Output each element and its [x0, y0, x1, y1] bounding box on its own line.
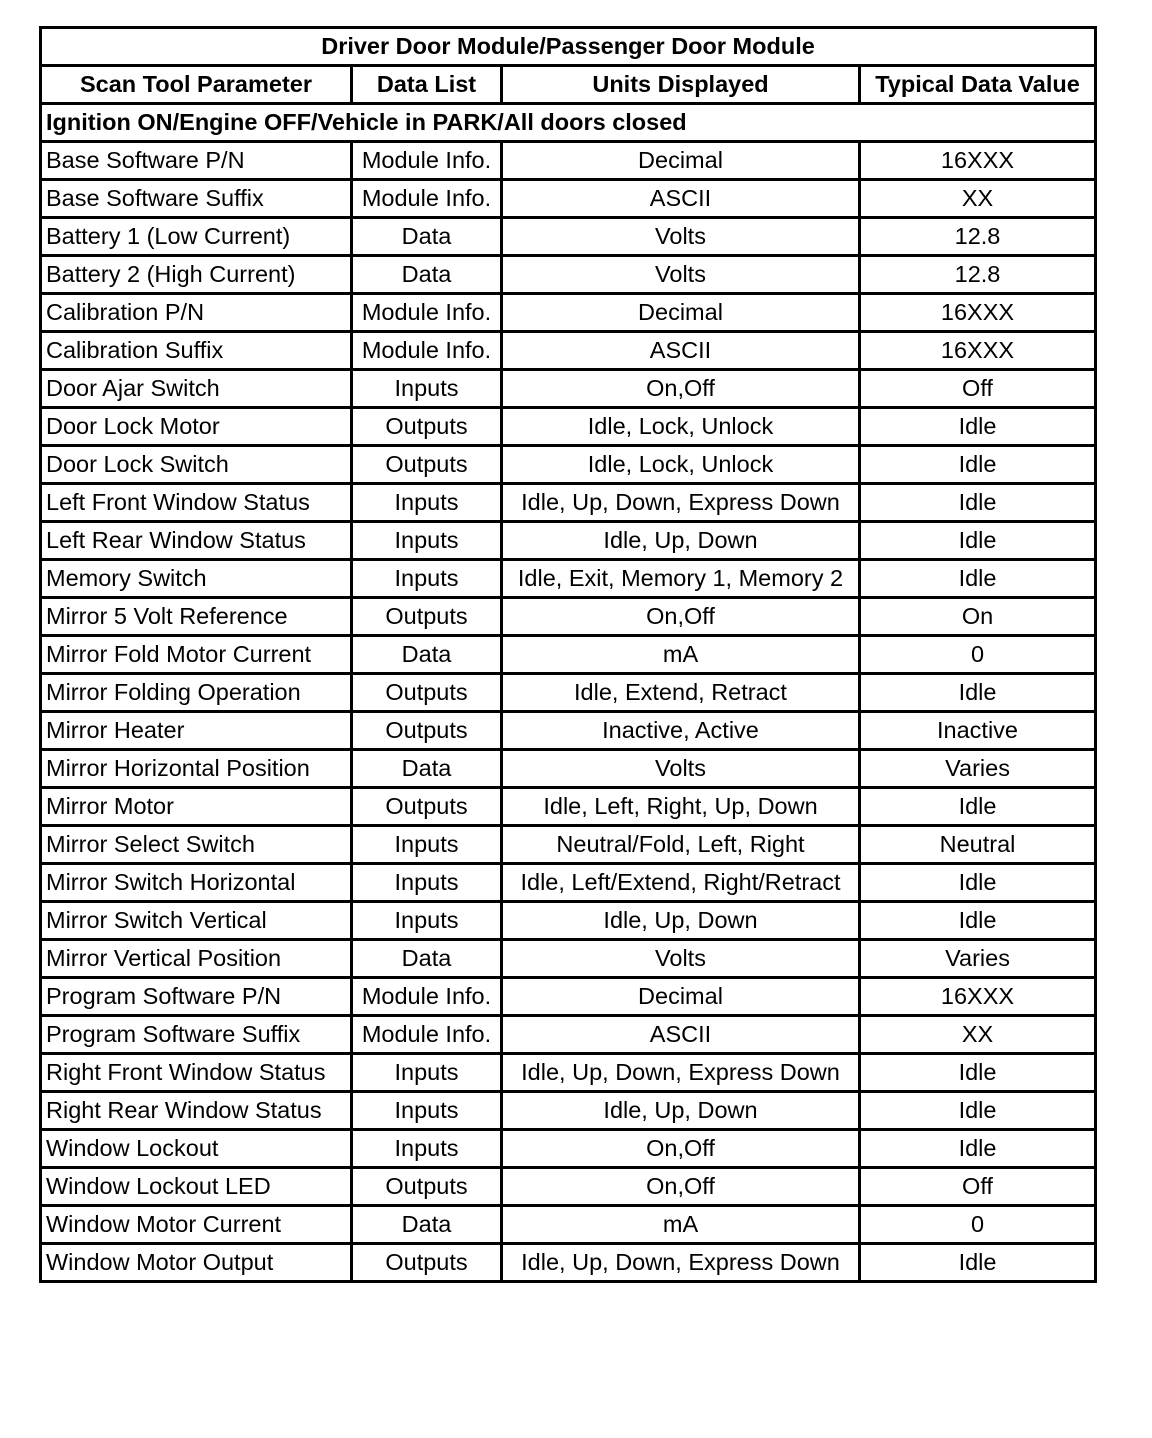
- table-row: [41, 674, 1096, 712]
- units-cell: Decimal: [502, 294, 860, 332]
- data-list-cell: Data: [352, 940, 502, 978]
- units-cell: mA: [502, 636, 860, 674]
- table-row: [41, 864, 1096, 902]
- data-list-cell: Inputs: [352, 1054, 502, 1092]
- table-row: [41, 294, 1096, 332]
- units-cell: On,Off: [502, 1168, 860, 1206]
- parameter-cell: Mirror Select Switch: [41, 826, 352, 864]
- typical-value-cell: Inactive: [860, 712, 1096, 750]
- table-row: [41, 446, 1096, 484]
- parameter-cell: Mirror Horizontal Position: [41, 750, 352, 788]
- units-cell: Idle, Up, Down, Express Down: [502, 484, 860, 522]
- units-cell: Inactive, Active: [502, 712, 860, 750]
- parameter-cell: Door Lock Switch: [41, 446, 352, 484]
- parameter-cell: Mirror Switch Horizontal: [41, 864, 352, 902]
- typical-value-cell: Idle: [860, 484, 1096, 522]
- table-row: [41, 902, 1096, 940]
- typical-value-cell: Idle: [860, 902, 1096, 940]
- data-list-cell: Data: [352, 218, 502, 256]
- parameter-cell: Left Rear Window Status: [41, 522, 352, 560]
- table-row: [41, 788, 1096, 826]
- data-list-cell: Outputs: [352, 1244, 502, 1282]
- units-cell: mA: [502, 1206, 860, 1244]
- data-list-cell: Inputs: [352, 1092, 502, 1130]
- parameter-cell: Window Lockout LED: [41, 1168, 352, 1206]
- typical-value-cell: 0: [860, 636, 1096, 674]
- typical-value-cell: Idle: [860, 864, 1096, 902]
- parameter-cell: Mirror Heater: [41, 712, 352, 750]
- table-row: [41, 180, 1096, 218]
- units-cell: Decimal: [502, 142, 860, 180]
- typical-value-cell: Neutral: [860, 826, 1096, 864]
- units-cell: Volts: [502, 256, 860, 294]
- data-list-cell: Module Info.: [352, 294, 502, 332]
- units-cell: Idle, Up, Down, Express Down: [502, 1054, 860, 1092]
- parameter-cell: Door Lock Motor: [41, 408, 352, 446]
- data-list-cell: Module Info.: [352, 1016, 502, 1054]
- parameter-cell: Battery 2 (High Current): [41, 256, 352, 294]
- table-row: [41, 256, 1096, 294]
- parameter-cell: Mirror 5 Volt Reference: [41, 598, 352, 636]
- parameter-cell: Program Software P/N: [41, 978, 352, 1016]
- typical-value-cell: On: [860, 598, 1096, 636]
- typical-value-cell: Off: [860, 370, 1096, 408]
- column-header-scan-tool-parameter: Scan Tool Parameter: [41, 66, 352, 104]
- units-cell: Neutral/Fold, Left, Right: [502, 826, 860, 864]
- units-cell: Volts: [502, 940, 860, 978]
- section-heading: Ignition ON/Engine OFF/Vehicle in PARK/All doors closed: [41, 104, 1096, 142]
- units-cell: On,Off: [502, 1130, 860, 1168]
- data-list-cell: Outputs: [352, 408, 502, 446]
- typical-value-cell: Idle: [860, 560, 1096, 598]
- units-cell: Idle, Extend, Retract: [502, 674, 860, 712]
- data-list-cell: Inputs: [352, 826, 502, 864]
- units-cell: Idle, Up, Down: [502, 522, 860, 560]
- table-row: [41, 1244, 1096, 1282]
- table-title: Driver Door Module/Passenger Door Module: [41, 28, 1096, 66]
- units-cell: Volts: [502, 750, 860, 788]
- data-list-cell: Inputs: [352, 370, 502, 408]
- typical-value-cell: 12.8: [860, 218, 1096, 256]
- parameter-cell: Mirror Fold Motor Current: [41, 636, 352, 674]
- typical-value-cell: 16XXX: [860, 142, 1096, 180]
- table-row: [41, 142, 1096, 180]
- table-row: [41, 408, 1096, 446]
- typical-value-cell: 16XXX: [860, 978, 1096, 1016]
- table-row: [41, 1054, 1096, 1092]
- table-row: [41, 712, 1096, 750]
- scan-tool-data-table: [39, 26, 1097, 1283]
- parameter-cell: Memory Switch: [41, 560, 352, 598]
- typical-value-cell: 12.8: [860, 256, 1096, 294]
- units-cell: Idle, Lock, Unlock: [502, 408, 860, 446]
- parameter-cell: Calibration Suffix: [41, 332, 352, 370]
- units-cell: Idle, Lock, Unlock: [502, 446, 860, 484]
- data-list-cell: Data: [352, 1206, 502, 1244]
- parameter-cell: Window Lockout: [41, 1130, 352, 1168]
- units-cell: Decimal: [502, 978, 860, 1016]
- table-row: [41, 522, 1096, 560]
- table-row: [41, 332, 1096, 370]
- units-cell: Idle, Up, Down: [502, 1092, 860, 1130]
- units-cell: Idle, Up, Down, Express Down: [502, 1244, 860, 1282]
- parameter-cell: Base Software P/N: [41, 142, 352, 180]
- typical-value-cell: Idle: [860, 408, 1096, 446]
- column-header-typical-data-value: Typical Data Value: [860, 66, 1096, 104]
- units-cell: On,Off: [502, 370, 860, 408]
- typical-value-cell: Idle: [860, 1092, 1096, 1130]
- units-cell: Idle, Up, Down: [502, 902, 860, 940]
- table-row: [41, 1092, 1096, 1130]
- data-list-cell: Inputs: [352, 1130, 502, 1168]
- header-row: [41, 66, 1096, 104]
- parameter-cell: Mirror Vertical Position: [41, 940, 352, 978]
- data-list-cell: Outputs: [352, 598, 502, 636]
- table-row: [41, 826, 1096, 864]
- data-list-cell: Module Info.: [352, 180, 502, 218]
- parameter-cell: Program Software Suffix: [41, 1016, 352, 1054]
- table-row: [41, 1168, 1096, 1206]
- data-list-cell: Module Info.: [352, 142, 502, 180]
- units-cell: Idle, Exit, Memory 1, Memory 2: [502, 560, 860, 598]
- parameter-cell: Right Rear Window Status: [41, 1092, 352, 1130]
- units-cell: On,Off: [502, 598, 860, 636]
- data-list-cell: Outputs: [352, 1168, 502, 1206]
- data-list-cell: Inputs: [352, 484, 502, 522]
- typical-value-cell: Idle: [860, 674, 1096, 712]
- parameter-cell: Right Front Window Status: [41, 1054, 352, 1092]
- typical-value-cell: Idle: [860, 1244, 1096, 1282]
- column-header-data-list: Data List: [352, 66, 502, 104]
- typical-value-cell: Idle: [860, 788, 1096, 826]
- title-row: [41, 28, 1096, 66]
- parameter-cell: Window Motor Current: [41, 1206, 352, 1244]
- table-row: [41, 560, 1096, 598]
- units-cell: ASCII: [502, 1016, 860, 1054]
- parameter-cell: Base Software Suffix: [41, 180, 352, 218]
- typical-value-cell: Idle: [860, 1054, 1096, 1092]
- data-list-cell: Data: [352, 636, 502, 674]
- table-row: [41, 1206, 1096, 1244]
- parameter-cell: Mirror Switch Vertical: [41, 902, 352, 940]
- typical-value-cell: Idle: [860, 522, 1096, 560]
- units-cell: Idle, Left, Right, Up, Down: [502, 788, 860, 826]
- table-row: [41, 750, 1096, 788]
- data-list-cell: Data: [352, 256, 502, 294]
- data-list-cell: Inputs: [352, 902, 502, 940]
- typical-value-cell: 16XXX: [860, 294, 1096, 332]
- parameter-cell: Left Front Window Status: [41, 484, 352, 522]
- table-row: [41, 598, 1096, 636]
- data-list-cell: Outputs: [352, 712, 502, 750]
- typical-value-cell: XX: [860, 1016, 1096, 1054]
- typical-value-cell: Varies: [860, 940, 1096, 978]
- parameter-cell: Mirror Folding Operation: [41, 674, 352, 712]
- parameter-cell: Calibration P/N: [41, 294, 352, 332]
- parameter-cell: Battery 1 (Low Current): [41, 218, 352, 256]
- data-list-cell: Outputs: [352, 674, 502, 712]
- column-header-units-displayed: Units Displayed: [502, 66, 860, 104]
- units-cell: ASCII: [502, 332, 860, 370]
- parameter-cell: Door Ajar Switch: [41, 370, 352, 408]
- table-row: [41, 370, 1096, 408]
- table-row: [41, 636, 1096, 674]
- data-list-cell: Outputs: [352, 446, 502, 484]
- typical-value-cell: XX: [860, 180, 1096, 218]
- units-cell: Volts: [502, 218, 860, 256]
- table-row: [41, 218, 1096, 256]
- data-list-cell: Outputs: [352, 788, 502, 826]
- typical-value-cell: Idle: [860, 1130, 1096, 1168]
- section-row: [41, 104, 1096, 142]
- data-list-cell: Module Info.: [352, 332, 502, 370]
- typical-value-cell: Idle: [860, 446, 1096, 484]
- data-list-cell: Inputs: [352, 560, 502, 598]
- table-row: [41, 978, 1096, 1016]
- parameter-cell: Window Motor Output: [41, 1244, 352, 1282]
- data-list-cell: Module Info.: [352, 978, 502, 1016]
- table-row: [41, 940, 1096, 978]
- typical-value-cell: 16XXX: [860, 332, 1096, 370]
- table-row: [41, 1016, 1096, 1054]
- data-list-cell: Data: [352, 750, 502, 788]
- table-row: [41, 484, 1096, 522]
- units-cell: Idle, Left/Extend, Right/Retract: [502, 864, 860, 902]
- typical-value-cell: Off: [860, 1168, 1096, 1206]
- table-row: [41, 1130, 1096, 1168]
- data-list-cell: Inputs: [352, 522, 502, 560]
- units-cell: ASCII: [502, 180, 860, 218]
- parameter-cell: Mirror Motor: [41, 788, 352, 826]
- data-list-cell: Inputs: [352, 864, 502, 902]
- typical-value-cell: Varies: [860, 750, 1096, 788]
- typical-value-cell: 0: [860, 1206, 1096, 1244]
